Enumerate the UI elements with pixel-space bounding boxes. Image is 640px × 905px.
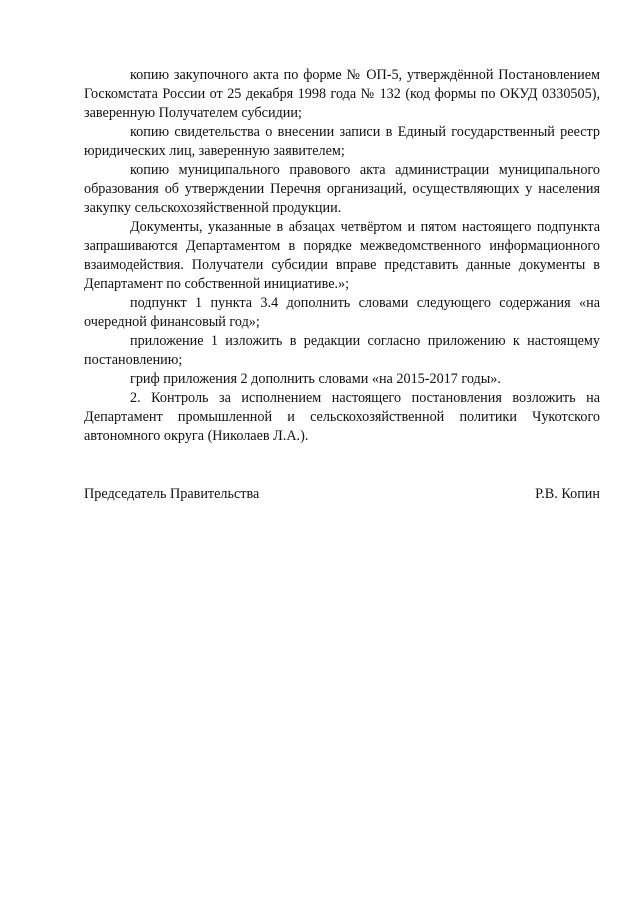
paragraph-appendix-2-stamp: гриф приложения 2 дополнить словами «на 2015-2017 годы». — [130, 371, 501, 387]
paragraph-purchase-act: копию закупочного акта по форме № ОП-5, утверждённой Постановлением Госкомстата России от 25 декабря 1998 года № 132 (код формы по ОКУД 0330505), заверенную Получателем субсидии; — [84, 67, 600, 121]
document-body — [84, 66, 600, 446]
signatory-title: Председатель Правительства — [84, 486, 260, 502]
paragraph-documents-request: Документы, указанные в абзацах четвёртом и пятом настоящего подпункта запрашиваются Департаментом в порядке межведомственного информационного взаимодействия. Получатели субсидии вправе представить данные документы в Департамент по собственной инициативе.»; — [84, 219, 600, 292]
paragraph-appendix-1: приложение 1 изложить в редакции согласно приложению к настоящему постановлению; — [84, 333, 600, 368]
paragraph-control-clause: 2. Контроль за исполнением настоящего постановления возложить на Департамент промышленной и сельскохозяйственной политики Чукотского автономного округа (Николаев Л.А.). — [84, 390, 600, 444]
paragraph-registry-certificate: копию свидетельства о внесении записи в Единый государственный реестр юридических лиц, заверенную заявителем; — [84, 124, 600, 159]
signature-block — [84, 485, 600, 505]
paragraph-municipal-act: копию муниципального правового акта администрации муниципального образования об утверждении Перечня организаций, осуществляющих у населения закупку сельскохозяйственной продукции. — [84, 162, 600, 216]
signatory-name: Р.В. Копин — [535, 486, 600, 502]
paragraph-subclause-amendment: подпункт 1 пункта 3.4 дополнить словами следующего содержания «на очередной финансовый год»; — [84, 295, 600, 330]
